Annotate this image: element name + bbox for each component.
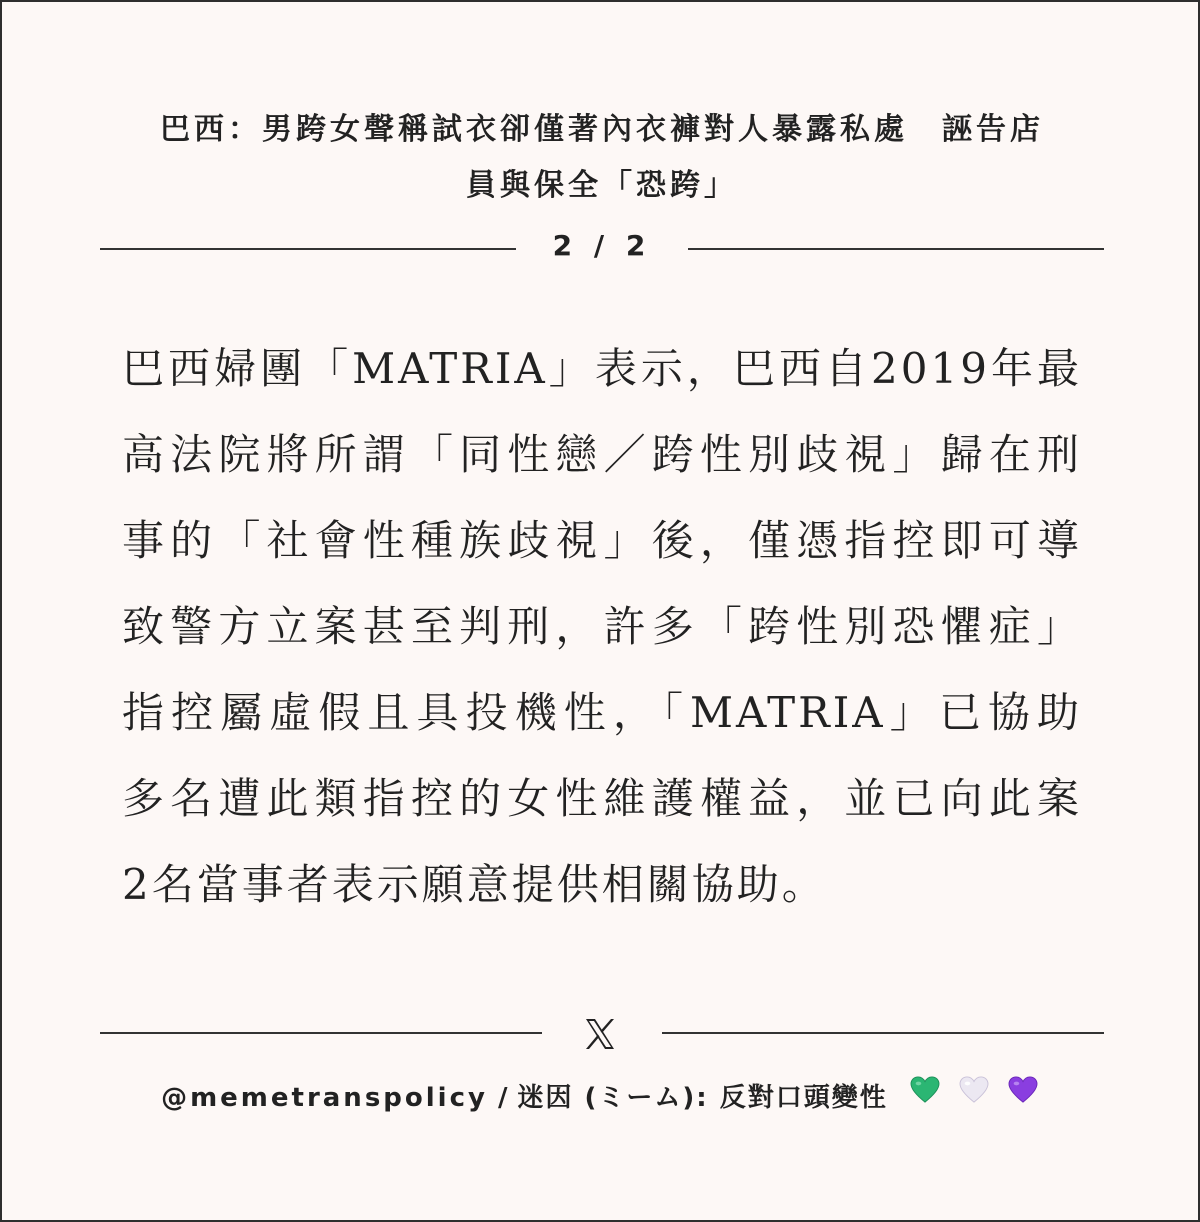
body-line-2: 高法院將所謂「同性戀／跨性別歧視」歸在刑 xyxy=(122,430,1082,479)
post-title-line-1: 巴西：男跨女聲稱試衣卻僅著內衣褲對人暴露私處 誣告店 xyxy=(160,112,1044,147)
footer-divider-right xyxy=(662,1032,1104,1034)
purple-heart-icon xyxy=(1008,1074,1038,1118)
body-line-7: 2名當事者表示願意提供相關協助。 xyxy=(122,860,827,909)
account-handle: @memetranspolicy xyxy=(161,1083,488,1113)
body-line-3: 事的「社會性種族歧視」後，僅憑指控即可導 xyxy=(122,516,1082,565)
header-divider-right xyxy=(688,248,1104,250)
green-heart-icon xyxy=(910,1074,940,1118)
x-logo-icon xyxy=(580,1014,620,1054)
footer-divider-left xyxy=(100,1032,542,1034)
footer-credit xyxy=(102,1076,1102,1121)
post-title xyxy=(122,102,1082,214)
body-text xyxy=(122,326,1082,928)
body-line-5: 指控屬虛假且具投機性，「MATRIA」已協助 xyxy=(122,688,1082,737)
white-heart-icon xyxy=(959,1074,989,1118)
header-divider-left xyxy=(100,248,516,250)
page-indicator: 2 / 2 xyxy=(552,229,652,262)
body-line-1: 巴西婦團「MATRIA」表示，巴西自2019年最 xyxy=(122,344,1082,393)
post-title-line-2: 員與保全「恐跨」 xyxy=(466,168,738,203)
body-line-4: 致警方立案甚至判刑，許多「跨性別恐懼症」 xyxy=(122,602,1082,651)
heart-icons xyxy=(905,1073,1043,1118)
footer-separator: / xyxy=(497,1083,508,1113)
body-line-6: 多名遭此類指控的女性維護權益，並已向此案 xyxy=(122,774,1082,823)
account-tagline: 迷因 (ミーム): 反對口頭變性 xyxy=(517,1083,888,1113)
